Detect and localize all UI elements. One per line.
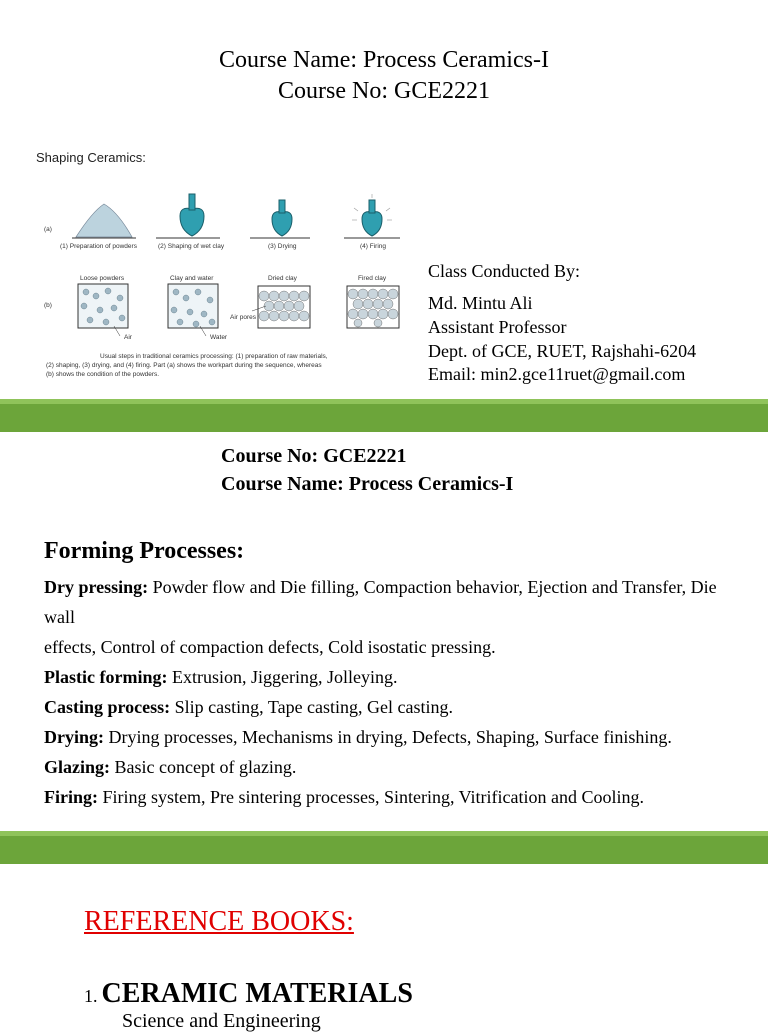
list-item	[44, 782, 744, 812]
item-label: Casting process:	[44, 697, 171, 717]
box2-label: Clay and water	[170, 275, 214, 282]
item-text: Drying processes, Mechanisms in drying, Defects, Shaping, Surface finishing.	[104, 727, 672, 747]
instructor-dept: Dept. of GCE, RUET, Rajshahi-6204	[428, 341, 697, 361]
slide2-course-name: Course Name: Process Ceramics-I	[221, 473, 514, 495]
list-item	[44, 632, 744, 662]
instructor-title: Assistant Professor	[428, 317, 567, 337]
box1-label: Loose powders	[80, 275, 125, 282]
step1-label: (1) Preparation of powders	[60, 243, 137, 250]
row-b-label: (b)	[44, 302, 52, 309]
item-text: Basic concept of glazing.	[110, 757, 297, 777]
book-title: CERAMIC MATERIALS	[101, 978, 413, 1009]
list-item	[44, 692, 744, 722]
item-label: Drying:	[44, 727, 104, 747]
instructor-heading: Class Conducted By:	[428, 261, 580, 281]
step3-label: (3) Drying	[268, 243, 297, 250]
item-text: Firing system, Pre sintering processes, Sintering, Vitrification and Cooling.	[98, 787, 645, 807]
item-label: Plastic forming:	[44, 667, 168, 687]
list-item	[44, 722, 744, 752]
book-subtitle: Science and Engineering	[122, 1010, 321, 1032]
caption-line1: Usual steps in traditional ceramics processing: (1) preparation of raw materials,	[100, 353, 328, 360]
shaping-ceramics-figure	[34, 146, 406, 386]
caption-line2: (2) shaping, (3) drying, and (4) firing. Part (a) shows the workpart during the sequence, whereas	[46, 362, 322, 369]
list-item	[44, 572, 744, 632]
box3-label: Dried clay	[268, 275, 297, 282]
row-a-label: (a)	[44, 226, 52, 233]
caption-line3: (b) shows the condition of the powders.	[46, 371, 160, 378]
book-number: 1.	[84, 986, 98, 1006]
list-item	[44, 662, 744, 692]
instructor-name: Md. Mintu Ali	[428, 293, 533, 313]
figure-drawing	[34, 146, 406, 386]
step4-label: (4) Firing	[360, 243, 387, 250]
box4-label: Fired clay	[358, 275, 387, 282]
water-label: Water	[210, 334, 228, 341]
step2-label: (2) Shaping of wet clay	[158, 243, 225, 250]
course-name-title: Course Name: Process Ceramics-I	[219, 47, 549, 73]
slide2-course-no: Course No: GCE2221	[221, 445, 407, 467]
divider-bar-2	[0, 831, 768, 864]
item-text: Powder flow and Die filling, Compaction behavior, Ejection and Transfer, Die wall	[44, 577, 717, 627]
air-pores-label: Air pores	[230, 314, 257, 321]
instructor-email: Email: min2.gce11ruet@gmail.com	[428, 364, 686, 384]
air-label: Air	[124, 334, 132, 341]
reference-books-heading: REFERENCE BOOKS:	[84, 906, 354, 937]
forming-processes-heading: Forming Processes:	[44, 538, 245, 564]
item-label: Dry pressing:	[44, 577, 149, 597]
list-item	[44, 752, 744, 782]
item-text: Slip casting, Tape casting, Gel casting.	[170, 697, 454, 717]
figure-title: Shaping Ceramics:	[36, 150, 146, 165]
book-entry	[84, 978, 413, 1010]
forming-processes-list	[44, 572, 744, 812]
divider-bar-1	[0, 399, 768, 432]
course-no-title: Course No: GCE2221	[278, 78, 490, 104]
item-label: Firing:	[44, 787, 98, 807]
item-text: Extrusion, Jiggering, Jolleying.	[167, 667, 398, 687]
item-text: effects, Control of compaction defects, Cold isostatic pressing.	[44, 637, 496, 657]
item-label: Glazing:	[44, 757, 110, 777]
